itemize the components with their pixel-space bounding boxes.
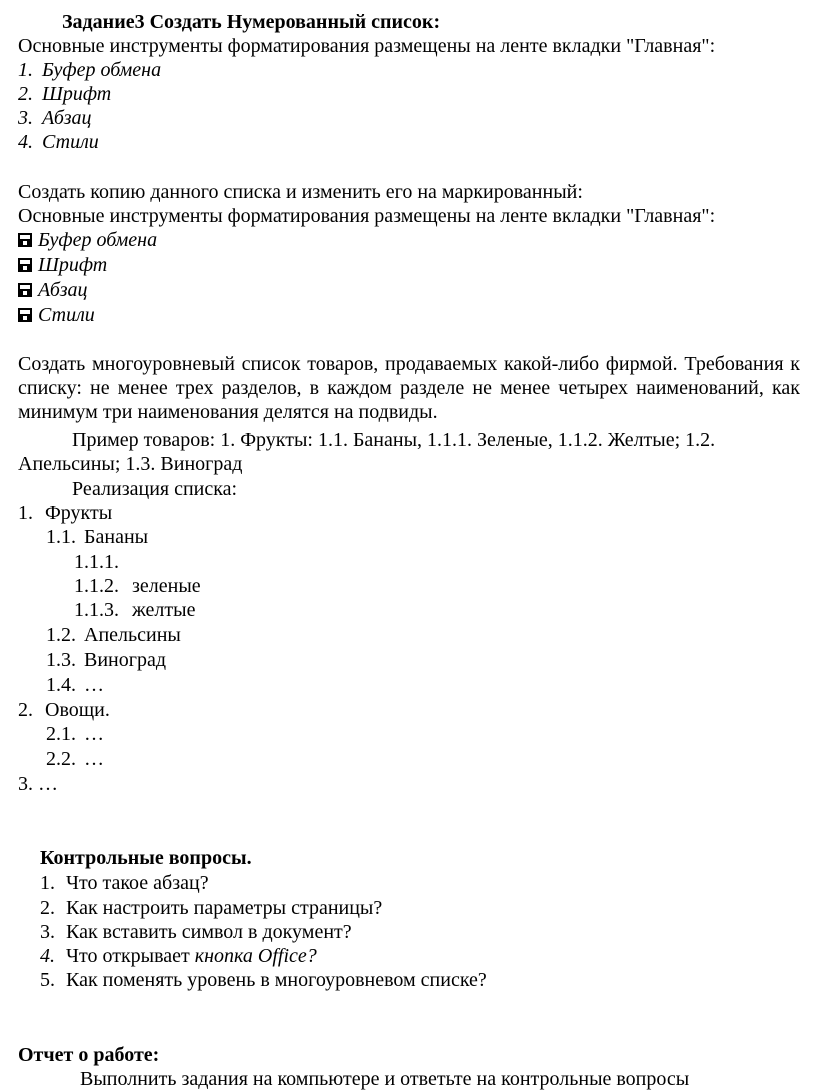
- bulleted-item: Стили: [18, 303, 95, 327]
- realization-label: Реализация списка:: [72, 478, 238, 500]
- floppy-bullet-icon: [18, 233, 32, 247]
- ml-item: 2.1. …: [46, 723, 104, 745]
- question-item: 5. Как поменять уровень в многоуровневом списке?: [40, 969, 487, 991]
- numbered-item: 1. Буфер обмена: [18, 59, 162, 81]
- floppy-bullet-icon: [18, 308, 32, 322]
- ml-item: 1.3. Виноград: [46, 649, 167, 671]
- example-line-continued: Апельсины; 1.3. Виноград: [18, 453, 243, 475]
- floppy-bullet-icon: [18, 258, 32, 272]
- question-item: 1. Что такое абзац?: [40, 872, 209, 894]
- question-item: 3. Как вставить символ в документ?: [40, 921, 352, 943]
- question-item: 4. Что открывает кнопка Office?: [40, 945, 317, 967]
- example-line: Пример товаров: 1. Фрукты: 1.1. Бананы, 1.1.1. Зеленые, 1.1.2. Желтые; 1.2.: [72, 429, 716, 451]
- report-text: Выполнить задания на компьютере и ответьте на контрольные вопросы: [80, 1068, 690, 1090]
- control-questions-title: Контрольные вопросы.: [40, 847, 252, 869]
- intro-text-2: Основные инструменты форматирования размещены на ленте вкладки "Главная":: [18, 205, 716, 227]
- multilevel-task-text: Создать многоуровневый список товаров, продаваемых какой-либо фирмой. Требования к списку: не менее трех разделов, в каждом разделе не менее четырех наименований, как минимум три наименования делятся на подвиды.: [18, 353, 800, 423]
- ml-item: 1.1. Бананы: [46, 526, 149, 548]
- numbered-item: 3. Абзац: [18, 107, 92, 129]
- ml-item: 3. …: [18, 773, 58, 795]
- bulleted-item: Буфер обмена: [18, 228, 157, 252]
- ml-item: 1.1.2. зеленые: [74, 575, 201, 597]
- ml-item: 1.4. …: [46, 674, 104, 696]
- report-title: Отчет о работе:: [18, 1044, 160, 1066]
- bulleted-item: Шрифт: [18, 253, 107, 277]
- question-item: 2. Как настроить параметры страницы?: [40, 897, 383, 919]
- ml-item: 2.2. …: [46, 748, 104, 770]
- numbered-item: 2. Шрифт: [18, 83, 112, 105]
- floppy-bullet-icon: [18, 283, 32, 297]
- ml-item: 2. Овощи.: [18, 699, 110, 721]
- ml-item: 1. Фрукты: [18, 502, 113, 524]
- ml-item: 1.1.1.: [74, 551, 119, 573]
- intro-text: Основные инструменты форматирования размещены на ленте вкладки "Главная":: [18, 35, 716, 57]
- bulleted-item: Абзац: [18, 278, 88, 302]
- ml-item: 1.1.3. желтые: [74, 599, 196, 621]
- numbered-item: 4. Стили: [18, 131, 99, 153]
- ml-item: 1.2. Апельсины: [46, 624, 181, 646]
- task-title: Задание3 Создать Нумерованный список:: [62, 11, 441, 33]
- copy-task-text: Создать копию данного списка и изменить его на маркированный:: [18, 181, 583, 203]
